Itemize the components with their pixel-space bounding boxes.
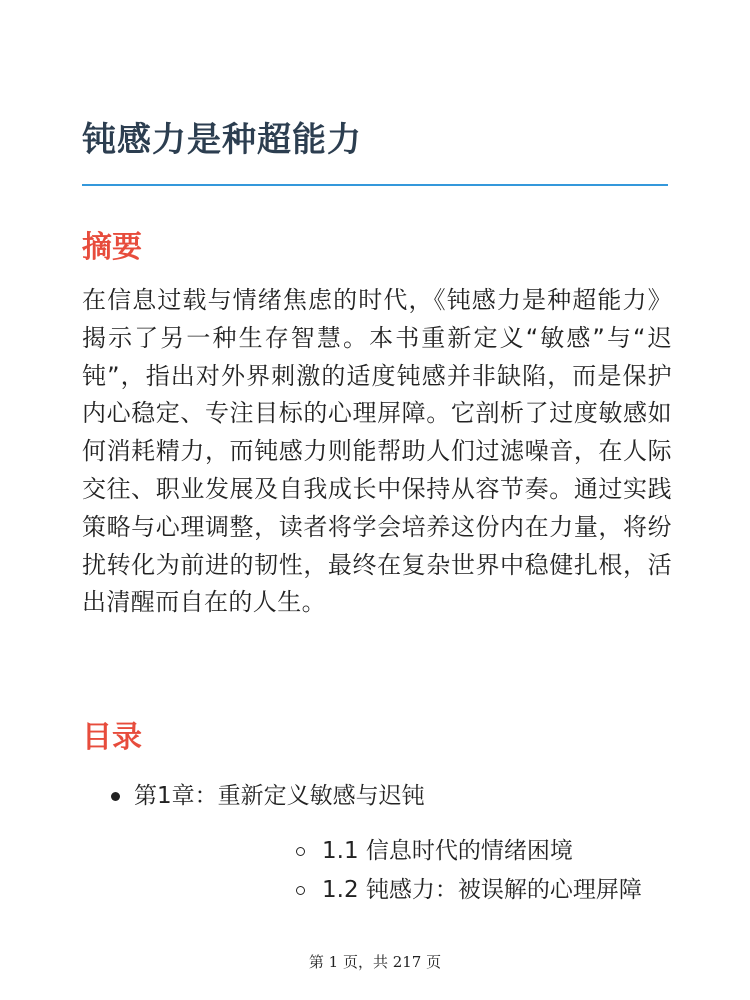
toc-section-1-1[interactable] [134,832,750,871]
title-divider [82,184,668,186]
toc-section-label: 1.1 信息时代的情绪困境 [322,838,573,864]
bullet-circle-icon [296,886,305,895]
summary-paragraph: 在信息过载与情绪焦虑的时代，《钝感力是种超能力》揭示了另一种生存智慧。本书重新定义“敏感”与“迟钝”，指出对外界刺激的适度钝感并非缺陷，而是保护内心稳定、专注目标的心理屏障。它剖析了过度敏感如何消耗精力，而钝感力则能帮助人们过滤噪音，在人际交往、职业发展及自我成长中保持从容节奏。通过实践策略与心理调整，读者将学会培养这份内在力量，将纷扰转化为前进的韧性，最终在复杂世界中稳健扎根，活出清醒而自在的人生。 [82,286,672,617]
summary-heading: 摘要 [82,230,142,265]
toc-heading: 目录 [82,720,142,755]
toc-chapter-1-sections [134,832,750,910]
page-footer: 第 1 页，共 217 页 [308,953,442,971]
table-of-contents [0,776,750,910]
bullet-circle-icon [296,847,305,856]
toc-section-label: 1.2 钝感力：被误解的心理屏障 [322,877,642,903]
bullet-disc-icon [111,792,120,801]
toc-section-1-2[interactable] [134,871,750,910]
toc-chapter-label: 第1章：重新定义敏感与迟钝 [134,783,425,809]
toc-chapter-1[interactable] [0,776,750,910]
book-title: 钝感力是种超能力 [82,120,362,160]
